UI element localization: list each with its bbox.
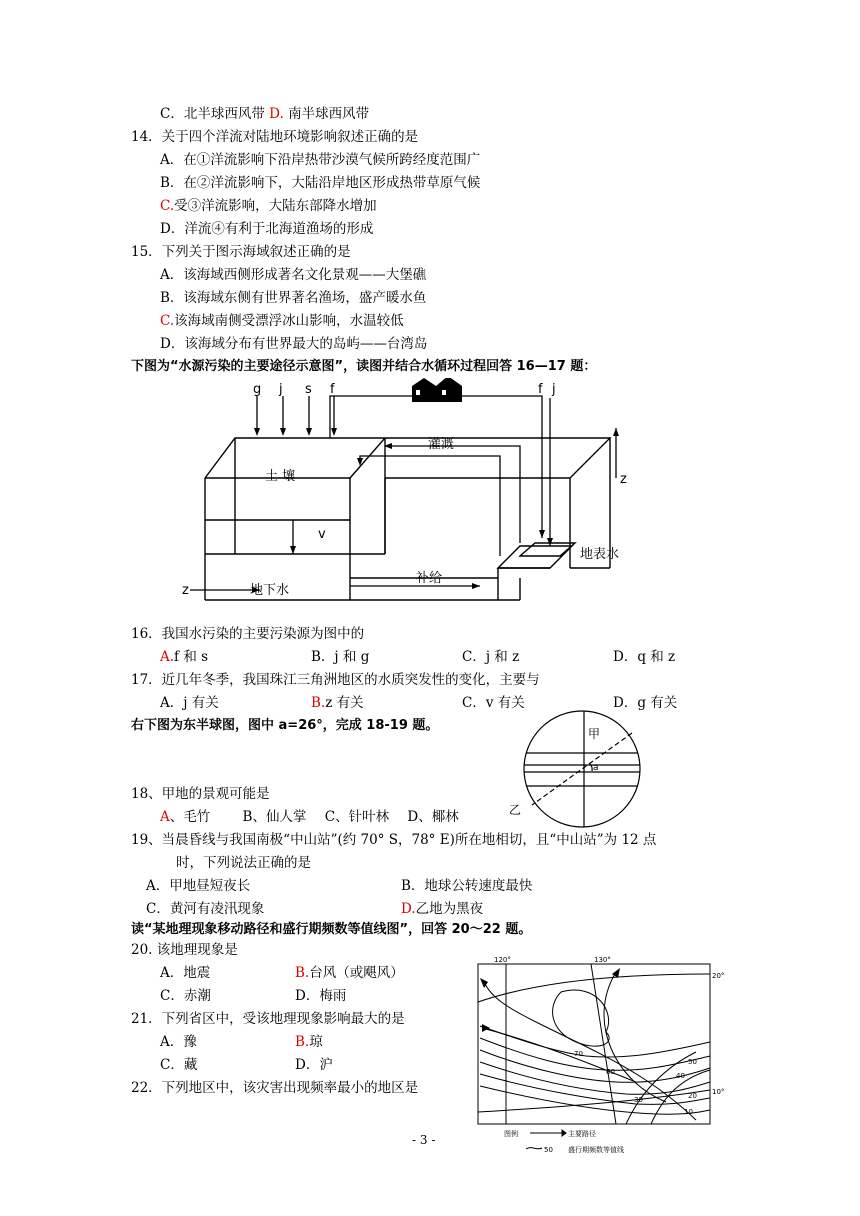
q21-option-a: A．豫 — [160, 1034, 197, 1050]
q21-option-b: 琼 — [309, 1034, 323, 1050]
label-z-left: z — [182, 583, 189, 598]
label-lat-10: 10° — [712, 1088, 725, 1096]
contour-50: 50 — [688, 1058, 697, 1066]
water-pollution-diagram — [180, 378, 640, 608]
label-lat-20: 20° — [712, 972, 725, 980]
q16-stem: 16．我国水污染的主要污染源为图中的 — [131, 626, 365, 642]
typhoon-path-map — [466, 952, 730, 1164]
label-jia: 甲 — [588, 727, 601, 741]
q13-option-d: 南半球西风带 — [288, 106, 370, 122]
q19-stem-1: 19、当晨昏线与我国南极“中山站”(约 70° S，78° E)所在地相切，且“中山站”为 12 点 — [131, 832, 657, 848]
contour-30: 30 — [634, 1096, 643, 1104]
eastern-hemisphere-globe — [504, 708, 654, 830]
q17-option-d: D．g 有关 — [613, 695, 678, 711]
q20-option-b-line — [295, 963, 404, 983]
q19-option-c: C．黄河有凌汛现象 — [146, 901, 265, 917]
q13-option-c: C．北半球西风带 — [160, 106, 265, 122]
q18-answer-a: A — [160, 809, 170, 825]
label-lon-130: 130° — [594, 956, 611, 964]
q15-option-c: 该海域南侧受漂浮冰山影响，水温较低 — [174, 313, 404, 329]
q14-stem: 14．关于四个洋流对陆地环境影响叙述正确的是 — [131, 129, 419, 145]
q16-option-a: f 和 s — [174, 649, 209, 665]
q14-option-d: D．洋流④有利于北海道渔场的形成 — [160, 221, 374, 237]
legend-path: 主要路径 — [568, 1130, 596, 1138]
q18-option-d: D、椰林 — [407, 809, 459, 825]
label-lon-120: 120° — [494, 956, 511, 964]
contour-20: 20 — [688, 1092, 697, 1100]
q19-option-d-line — [401, 899, 483, 919]
page-number: - 3 - — [412, 1133, 436, 1147]
q18-stem: 18、甲地的景观可能是 — [131, 786, 270, 802]
q15-option-b: B．该海域东侧有世界著名渔场，盛产暖水鱼 — [160, 290, 427, 306]
q16-option-b: B．j 和 g — [311, 649, 370, 665]
q19-option-d: 乙地为黑夜 — [415, 901, 484, 917]
q14-option-b: B．在②洋流影响下，大陆沿岸地区形成热带草原气候 — [160, 175, 481, 191]
label-g: g — [253, 382, 262, 397]
q15-option-a: A．该海域西侧形成著名文化景观——大堡礁 — [160, 267, 427, 283]
q17-option-b-line — [311, 693, 364, 713]
q17-answer-b: B. — [311, 695, 326, 711]
label-yi: 乙 — [509, 803, 522, 817]
q18-option-c: C、针叶林 — [324, 809, 390, 825]
q22-stem: 22．下列地区中，该灾害出现频率最小的地区是 — [131, 1080, 419, 1096]
q19-answer-d: D. — [401, 901, 416, 917]
label-irrigation: 灌溉 — [428, 437, 455, 452]
q21-option-d: D．沪 — [295, 1057, 333, 1073]
q20-stem: 20. 该地理现象是 — [131, 942, 238, 958]
q17-option-c: C．v 有关 — [462, 695, 525, 711]
q18-options — [160, 807, 459, 827]
q17-stem: 17．近几年冬季，我国珠江三角洲地区的水质突发性的变化，主要与 — [131, 672, 540, 688]
q21-answer-b: B. — [295, 1034, 310, 1050]
label-surface-water: 地表水 — [580, 547, 620, 562]
label-v: v — [318, 527, 326, 542]
q15-answer-c: C. — [160, 313, 175, 329]
label-s: s — [305, 382, 312, 397]
legend-contour: 盛行期频数等值线 — [568, 1146, 624, 1154]
contour-10: 10 — [684, 1108, 693, 1116]
q16-option-c: C．j 和 z — [462, 649, 520, 665]
q13-answer-d: D. — [269, 106, 284, 122]
q15-stem: 15．下列关于图示海域叙述正确的是 — [131, 244, 351, 260]
q16-option-d: D．q 和 z — [613, 649, 676, 665]
q20-answer-b: B. — [295, 965, 310, 981]
label-groundwater: 地下水 — [250, 583, 290, 598]
intro-20-22: 读“某地理现象移动路径和盛行期频数等值线图”，回答 20～22 题。 — [131, 922, 532, 937]
q20-option-a: A．地震 — [160, 965, 211, 981]
contour-40: 40 — [676, 1072, 685, 1080]
q16-option-a-line — [160, 647, 208, 667]
q13-line — [160, 104, 369, 124]
q16-answer-a: A. — [160, 649, 175, 665]
house-icon — [412, 378, 462, 402]
q20-option-c: C．赤潮 — [160, 988, 211, 1004]
q18-option-b: B、仙人掌 — [242, 809, 307, 825]
label-soil: 土 壤 — [265, 469, 296, 484]
label-a: a — [593, 763, 599, 773]
q17-option-a: A．j 有关 — [160, 695, 219, 711]
label-z-right: z — [620, 472, 627, 487]
label-f: f — [330, 382, 335, 397]
intro-16-17: 下图为“水源污染的主要途径示意图”，读图并结合水循环过程回答 16—17 题： — [131, 359, 597, 374]
q21-option-c: C．藏 — [160, 1057, 198, 1073]
q19-option-b: B．地球公转速度最快 — [401, 878, 533, 894]
label-f-right: f — [538, 382, 543, 397]
label-j: j — [279, 382, 283, 397]
q20-option-d: D．梅雨 — [295, 988, 347, 1004]
legend-number: 50 — [544, 1146, 553, 1154]
contour-60: 60 — [606, 1068, 615, 1076]
q14-answer-c: C. — [160, 198, 175, 214]
q14-option-c-line — [160, 196, 377, 216]
legend-title: 图例 — [504, 1130, 518, 1138]
label-recharge: 补给 — [416, 571, 443, 586]
q17-option-b: z 有关 — [325, 695, 364, 711]
intro-18-19: 右下图为东半球图，图中 a=26°，完成 18-19 题。 — [131, 718, 439, 733]
q19-option-a: A．甲地昼短夜长 — [146, 878, 251, 894]
label-j-right: j — [552, 382, 556, 397]
q21-option-b-line — [295, 1032, 323, 1052]
q21-stem: 21．下列省区中，受该地理现象影响最大的是 — [131, 1011, 405, 1027]
q15-option-c-line — [160, 311, 404, 331]
contour-70: 70 — [574, 1050, 583, 1058]
q19-stem-2: 时，下列说法正确的是 — [176, 855, 311, 871]
q20-option-b: 台风（或飓风） — [309, 965, 404, 981]
q18-option-a: 、毛竹 — [169, 809, 211, 825]
q14-option-c: 受③洋流影响，大陆东部降水增加 — [174, 198, 377, 214]
q14-option-a: A．在①洋流影响下沿岸热带沙漠气候所跨经度范围广 — [160, 152, 481, 168]
q15-option-d: D．该海域分布有世界最大的岛屿——台湾岛 — [160, 336, 428, 352]
